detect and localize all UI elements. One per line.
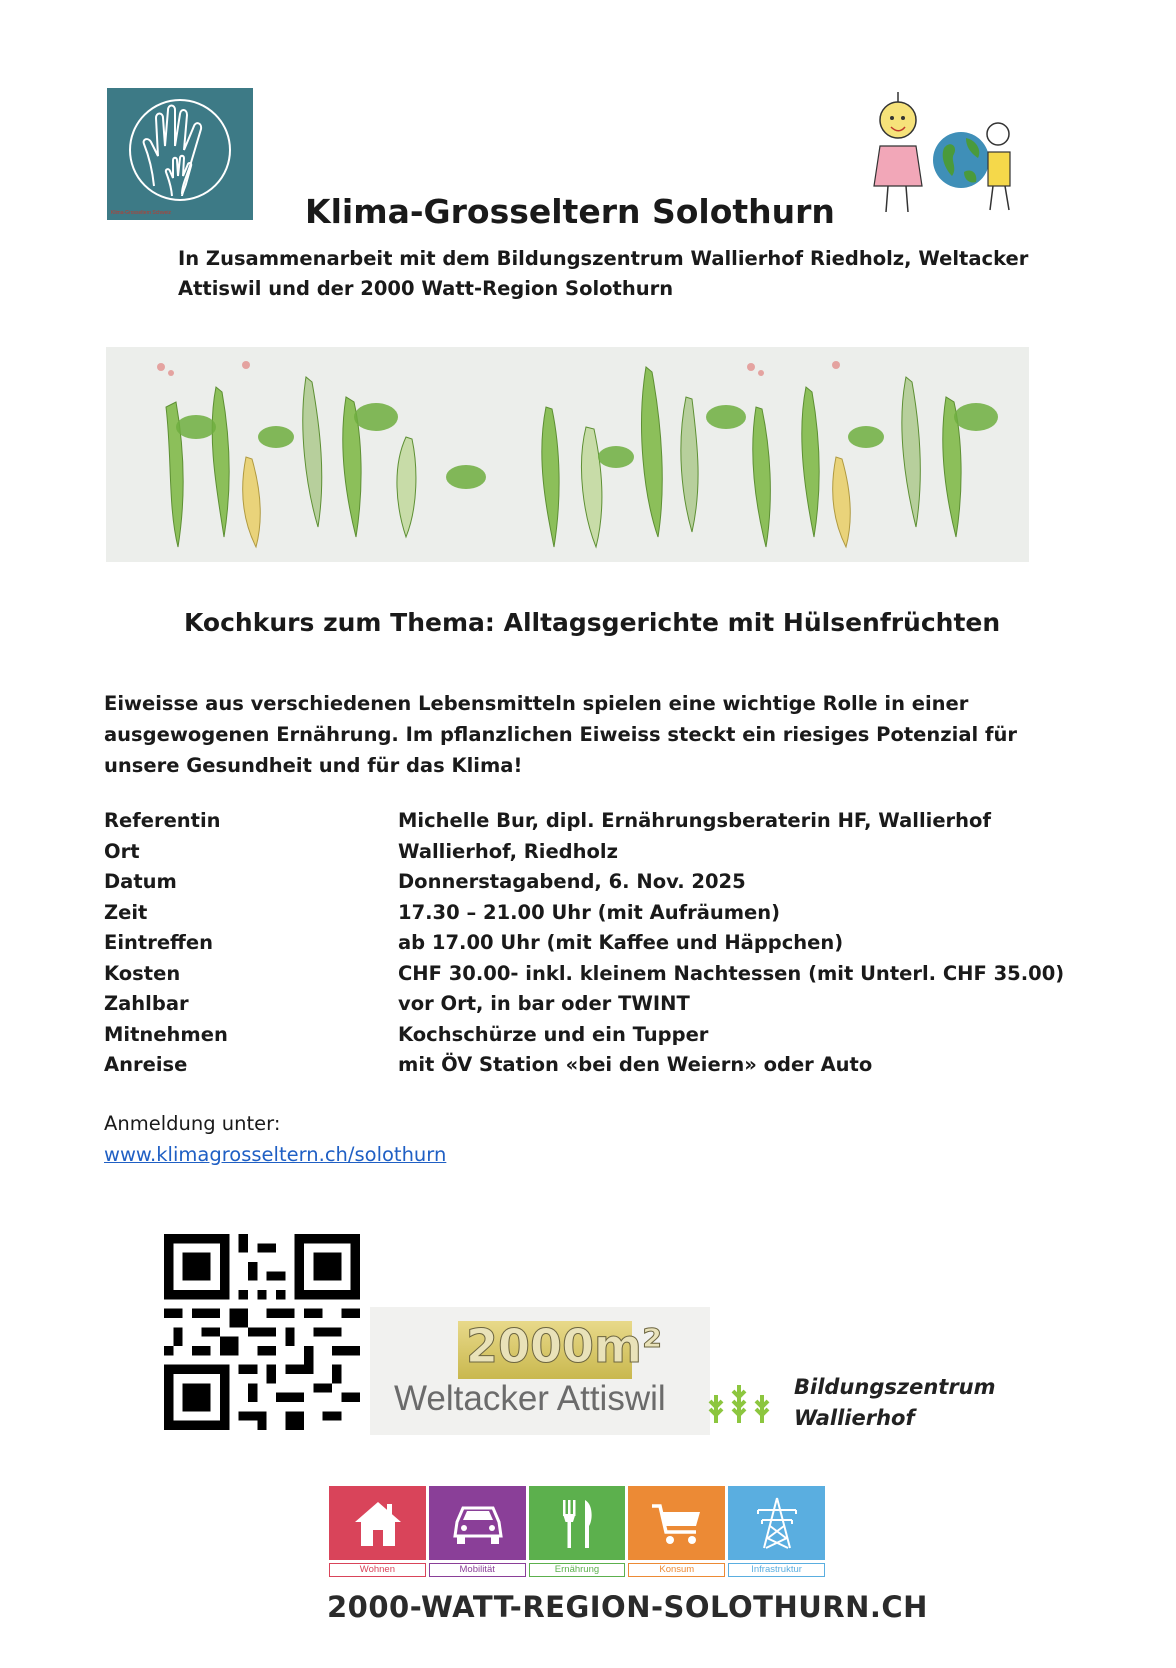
course-title: Kochkurs zum Thema: Alltagsgerichte mit Hülsenfrüchten bbox=[184, 608, 1001, 637]
weltacker-number: 2000m² bbox=[466, 1319, 663, 1373]
page-title: Klima-Grosseltern Solothurn bbox=[305, 192, 835, 231]
cutlery-icon bbox=[551, 1496, 605, 1550]
tile-label-mobilitaet: Mobilität bbox=[429, 1563, 526, 1577]
detail-value: Kochschürze und ein Tupper bbox=[398, 1022, 709, 1046]
detail-label: Datum bbox=[104, 870, 177, 893]
qr-code[interactable] bbox=[164, 1234, 360, 1430]
detail-label: Anreise bbox=[104, 1053, 188, 1076]
klima-grosseltern-logo bbox=[107, 88, 253, 220]
hands-icon bbox=[124, 96, 236, 204]
cart-icon bbox=[650, 1496, 704, 1550]
children-globe-illustration bbox=[866, 88, 1016, 228]
legumes-banner-image bbox=[106, 347, 1029, 562]
weltacker-attiswil-logo bbox=[370, 1307, 710, 1435]
detail-row bbox=[104, 1020, 1064, 1051]
tile-wohnen bbox=[329, 1486, 426, 1560]
detail-value: ab 17.00 Uhr (mit Kaffee und Häppchen) bbox=[398, 931, 844, 954]
bildungszentrum-line2: Wallierhof bbox=[794, 1406, 915, 1430]
detail-value: 17.30 – 21.00 Uhr (mit Aufräumen) bbox=[398, 900, 781, 924]
pylon-icon bbox=[750, 1496, 804, 1550]
detail-value: Michelle Bur, dipl. Ernährungsberaterin HF, Wallierhof bbox=[398, 809, 991, 832]
tile-infrastruktur bbox=[728, 1486, 825, 1560]
detail-label: Referentin bbox=[104, 809, 221, 832]
detail-row bbox=[104, 928, 1064, 959]
detail-row bbox=[104, 989, 1064, 1020]
tile-ernaehrung bbox=[529, 1486, 626, 1560]
2000-watt-region-logo bbox=[329, 1486, 825, 1577]
course-intro: Eiweisse aus verschiedenen Lebensmitteln spielen eine wichtige Rolle in einer ausgewogenen Ernährung. Im pflanzlichen Eiweiss steckt ein riesiges Potenzial für unsere Gesundheit und für das Klima! bbox=[104, 692, 1017, 777]
detail-label: Mitnehmen bbox=[104, 1022, 228, 1046]
tile-label-infrastruktur: Infrastruktur bbox=[728, 1563, 825, 1577]
detail-label: Zahlbar bbox=[104, 992, 189, 1015]
detail-value: vor Ort, in bar oder TWINT bbox=[398, 992, 690, 1015]
detail-value: Wallierhof, Riedholz bbox=[398, 839, 618, 863]
detail-row bbox=[104, 959, 1064, 990]
bildungszentrum-line1: Bildungszentrum bbox=[794, 1375, 996, 1399]
tile-label-wohnen: Wohnen bbox=[329, 1563, 426, 1577]
house-icon bbox=[351, 1496, 405, 1550]
detail-label: Ort bbox=[104, 839, 140, 863]
tile-label-ernaehrung: Ernährung bbox=[529, 1563, 626, 1577]
region-url[interactable]: 2000-WATT-REGION-SOLOTHURN.CH bbox=[327, 1590, 928, 1624]
detail-row bbox=[104, 867, 1064, 898]
detail-value: CHF 30.00- inkl. kleinem Nachtessen (mit Unterl. CHF 35.00) bbox=[398, 961, 1065, 985]
wheat-icon bbox=[708, 1375, 770, 1425]
detail-value: Donnerstagabend, 6. Nov. 2025 bbox=[398, 870, 746, 893]
detail-row bbox=[104, 1050, 1064, 1081]
logo-caption: Klima-Grosseltern Schweiz bbox=[111, 210, 172, 216]
detail-label: Kosten bbox=[104, 961, 181, 985]
tile-konsum bbox=[628, 1486, 725, 1560]
detail-row bbox=[104, 898, 1064, 929]
page-subtitle: In Zusammenarbeit mit dem Bildungszentrum Wallierhof Riedholz, Weltacker Attiswil und der 2000 Watt-Region Solothurn bbox=[178, 247, 1029, 300]
detail-value: mit ÖV Station «bei den Weiern» oder Auto bbox=[398, 1053, 873, 1076]
weltacker-name: Weltacker Attiswil bbox=[394, 1379, 666, 1418]
detail-row bbox=[104, 837, 1064, 868]
registration-link[interactable]: www.klimagrosseltern.ch/solothurn bbox=[104, 1143, 447, 1166]
detail-row bbox=[104, 806, 1064, 837]
bildungszentrum-logo-text bbox=[794, 1372, 996, 1434]
registration-label: Anmeldung unter: bbox=[104, 1112, 281, 1135]
detail-label: Zeit bbox=[104, 900, 148, 924]
detail-label: Eintreffen bbox=[104, 931, 213, 954]
car-icon bbox=[451, 1496, 505, 1550]
tile-label-konsum: Konsum bbox=[628, 1563, 725, 1577]
course-details bbox=[104, 806, 1064, 1081]
tile-mobilitaet bbox=[429, 1486, 526, 1560]
